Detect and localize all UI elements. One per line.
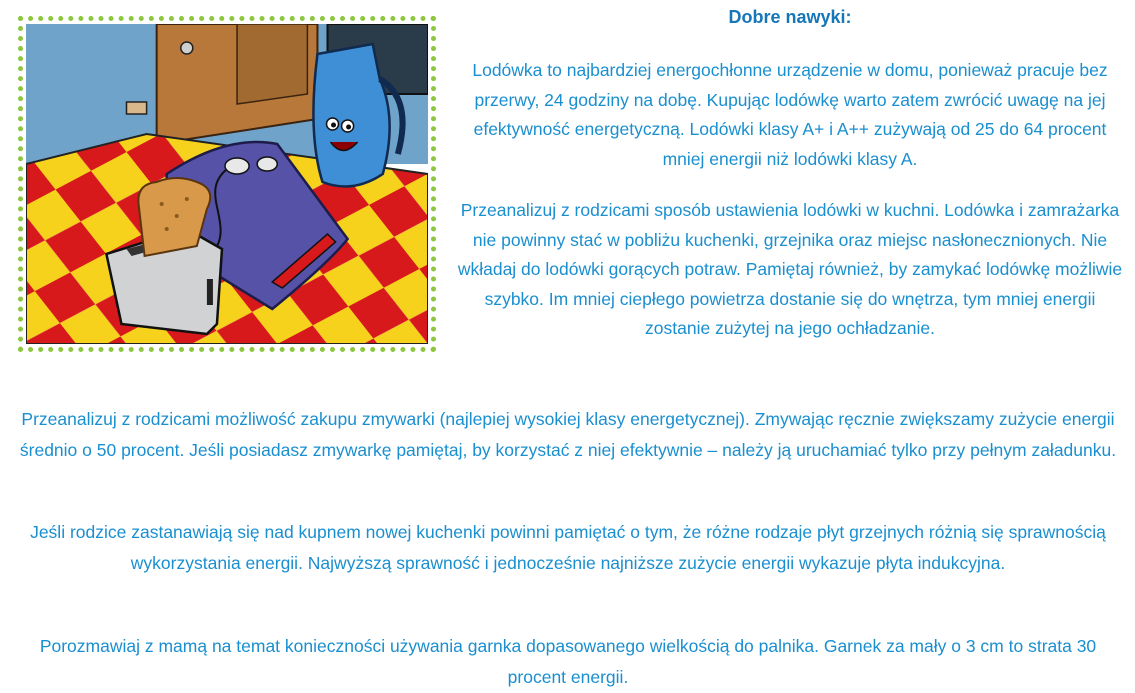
- toaster-lever: [207, 279, 213, 305]
- plug: [225, 158, 249, 174]
- kitchen-appliances-illustration: [18, 16, 436, 352]
- door-knob: [181, 42, 193, 54]
- paragraph-dishwasher: Przeanalizuj z rodzicami możliwość zakupu zmywarki (najlepiej wysokiej klasy energetycznej). Zmywając ręcznie zwiększamy zużycie energii średnio o 50 procent. Jeśli posiadasz zmywarkę pamiętaj, by korzystać z niej efektywnie – należy ją uruchamiać tylko przy pełnym załadunku.: [19, 409, 1117, 460]
- paragraph-cooker-hobs: Jeśli rodzice zastanawiają się nad kupnem nowej kuchenki powinni pamiętać o tym, że różne rodzaje płyt grzejnych różnią się sprawnością wykorzystania energii. Najwyższą sprawność i jednocześnie najniższe zużycie energii wykazuje płyta indukcyjna.: [30, 522, 1106, 573]
- wall-socket: [127, 102, 147, 114]
- paragraph-pot-size: Porozmawiaj z mamą na temat konieczności używania garnka dopasowanego wielkością do palnika. Garnek za mały o 3 cm to strata 30 procent energii.: [39, 636, 1097, 687]
- right-column: [452, 6, 1128, 344]
- door-panel: [237, 24, 307, 104]
- plug-2: [257, 157, 277, 171]
- paragraph-fridge-efficiency: Lodówka to najbardziej energochłonne urządzenie w domu, ponieważ pracuje bez przerwy, 24 godziny na dobę. Kupując lodówkę warto zatem zwrócić uwagę na jej efektywność energetyczną. Lodówki klasy A+ i A++ zużywają od 25 do 64 procent mniej energii niż lodówki klasy A.: [472, 60, 1108, 169]
- blue-kettle: [313, 44, 389, 187]
- paragraph-fridge-placement: Przeanalizuj z rodzicami sposób ustawienia lodówki w kuchni. Lodówka i zamrażarka nie powinny stać w pobliżu kuchenki, grzejnika oraz miejsc nasłonecznionych. Nie wkładaj do lodówki gorących potraw. Pamiętaj również, by zamykać lodówkę możliwie szybko. Im mniej ciepłego powietrza dostanie się do wnętrza, tym mniej energii zostanie zużytej na jego ochładzanie.: [457, 200, 1123, 338]
- illustration-svg: [26, 24, 428, 344]
- section-heading: Dobre nawyki:: [728, 7, 852, 27]
